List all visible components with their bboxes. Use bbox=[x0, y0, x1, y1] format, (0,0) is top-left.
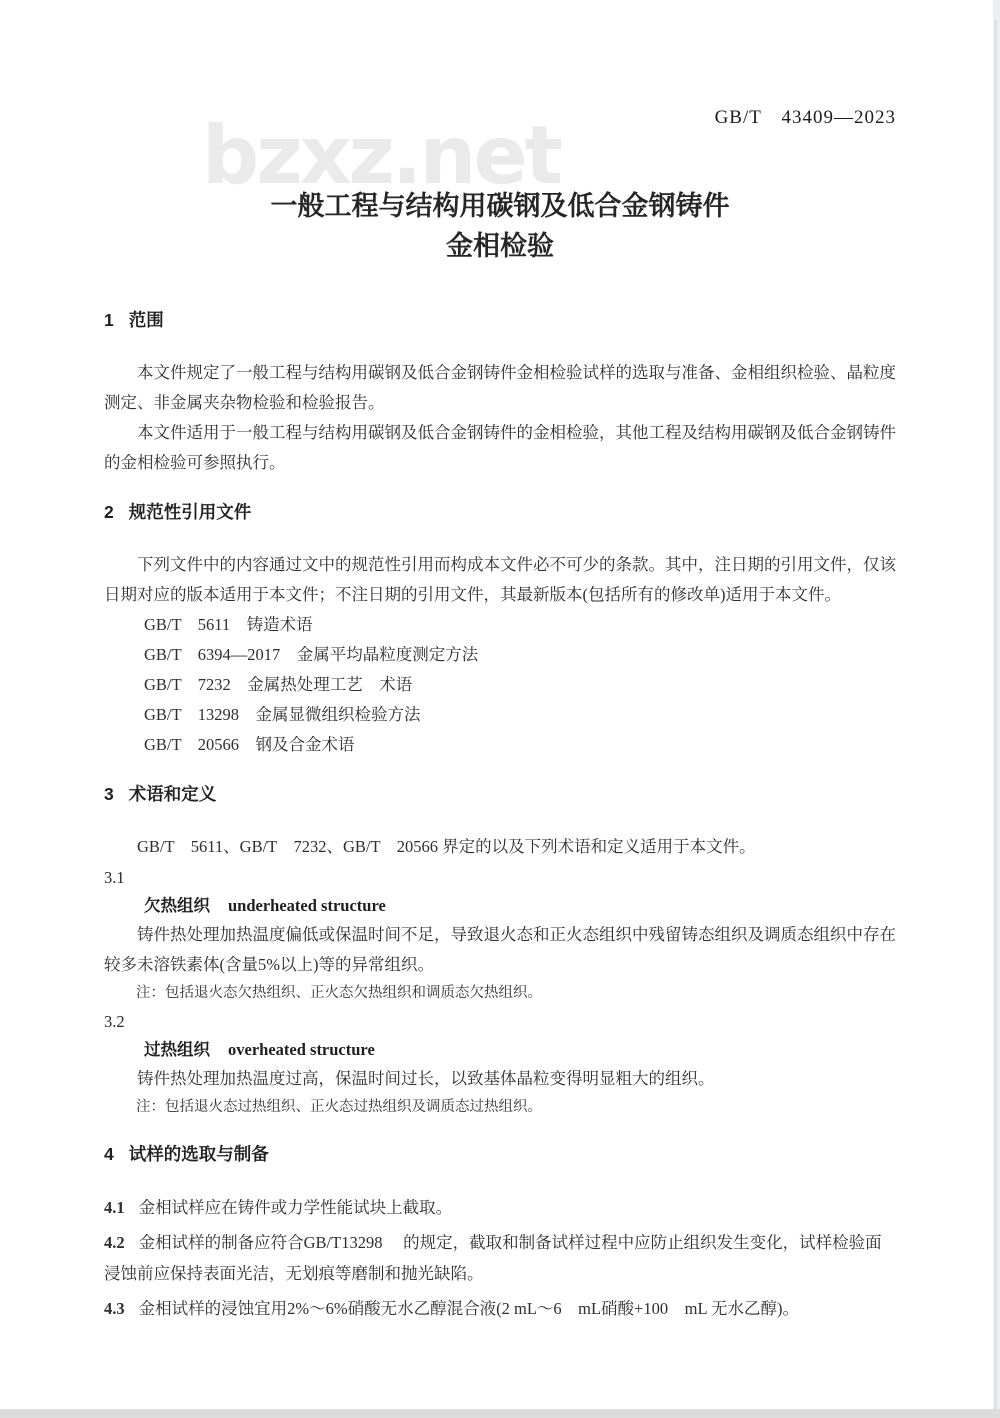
paragraph: GB/T 5611、GB/T 7232、GB/T 20566 界定的以及下列术语和定义适用于本文件。 bbox=[137, 837, 756, 856]
section-number: 1 bbox=[104, 310, 114, 330]
term-chinese: 过热组织 bbox=[144, 1041, 210, 1059]
section-heading-4 bbox=[104, 1142, 896, 1166]
section-number: 2 bbox=[104, 502, 114, 522]
clause-number: 4.1 bbox=[104, 1198, 125, 1217]
term-note: 注：包括退火态欠热组织、正火态欠热组织和调质态欠热组织。 bbox=[136, 985, 542, 1001]
section-heading-2 bbox=[104, 500, 896, 524]
term-number: 3.2 bbox=[104, 1012, 125, 1031]
section-heading-3 bbox=[104, 782, 896, 806]
clause bbox=[104, 1227, 896, 1289]
paragraph: 下列文件中的内容通过文中的规范性引用而构成本文件必不可少的条款。其中，注日期的引用文件，仅该日期对应的版本适用于本文件；不注日期的引用文件，其最新版本(包括所有的修改单)适用于本文件。 bbox=[104, 555, 896, 604]
paragraph: 本文件适用于一般工程与结构用碳钢及低合金钢铸件的金相检验，其他工程及结构用碳钢及低合金钢铸件的金相检验可参照执行。 bbox=[104, 423, 896, 472]
standard-number: GB/T 43409—2023 bbox=[714, 107, 896, 128]
title-line-1: 一般工程与结构用碳钢及低合金钢铸件 bbox=[270, 191, 730, 221]
clause bbox=[104, 1293, 896, 1324]
term-entry bbox=[104, 1036, 896, 1064]
paragraph: 本文件规定了一般工程与结构用碳钢及低合金钢铸件金相检验试样的选取与准备、金相组织检验、晶粒度测定、非金属夹杂物检验和检验报告。 bbox=[104, 363, 896, 412]
term-entry bbox=[104, 892, 896, 920]
clause-text: 金相试样的制备应符合GB/T13298 的规定，截取和制备试样过程中应防止组织发生变化，试样检验面浸蚀前应保持表面光洁，无划痕等磨制和抛光缺陷。 bbox=[104, 1233, 882, 1283]
section-heading-1 bbox=[104, 308, 896, 332]
section-title: 术语和定义 bbox=[128, 784, 217, 804]
term-english: underheated structure bbox=[228, 896, 386, 915]
term-definition: 铸件热处理加热温度过高，保温时间过长，以致基体晶粒变得明显粗大的组织。 bbox=[137, 1069, 715, 1088]
term-definition: 铸件热处理加热温度偏低或保温时间不足，导致退火态和正火态组织中残留铸态组织及调质态组织中存在较多未溶铁素体(含量5%以上)等的异常组织。 bbox=[104, 925, 896, 974]
section-title: 试样的选取与制备 bbox=[128, 1144, 269, 1164]
reference-item: GB/T 6394—2017 金属平均晶粒度测定方法 bbox=[144, 645, 479, 664]
term-number: 3.1 bbox=[104, 868, 125, 887]
normative-references-list bbox=[104, 610, 896, 760]
clause-text: 金相试样的浸蚀宜用2%～6%硝酸无水乙醇混合液(2 mL～6 mL硝酸+100 mL 无水乙醇)。 bbox=[138, 1299, 800, 1318]
clause-number: 4.2 bbox=[104, 1233, 125, 1252]
clause bbox=[104, 1192, 896, 1223]
reference-item: GB/T 20566 钢及合金术语 bbox=[144, 735, 355, 754]
section-number: 3 bbox=[104, 784, 114, 804]
term-chinese: 欠热组织 bbox=[144, 897, 210, 915]
reference-item: GB/T 7232 金属热处理工艺 术语 bbox=[144, 675, 413, 694]
section-number: 4 bbox=[104, 1144, 114, 1164]
reference-item: GB/T 5611 铸造术语 bbox=[144, 615, 313, 634]
title-line-2: 金相检验 bbox=[446, 231, 554, 261]
term-note: 注：包括退火态过热组织、正火态过热组织及调质态过热组织。 bbox=[136, 1099, 542, 1115]
reference-item: GB/T 13298 金属显微组织检验方法 bbox=[144, 705, 421, 724]
section-title: 范围 bbox=[128, 310, 164, 330]
clause-text: 金相试样应在铸件或力学性能试块上截取。 bbox=[138, 1198, 453, 1217]
watermark-text: bzxz.net bbox=[202, 109, 560, 202]
clause-number: 4.3 bbox=[104, 1299, 125, 1318]
term-english: overheated structure bbox=[228, 1040, 375, 1059]
section-title: 规范性引用文件 bbox=[128, 502, 252, 522]
